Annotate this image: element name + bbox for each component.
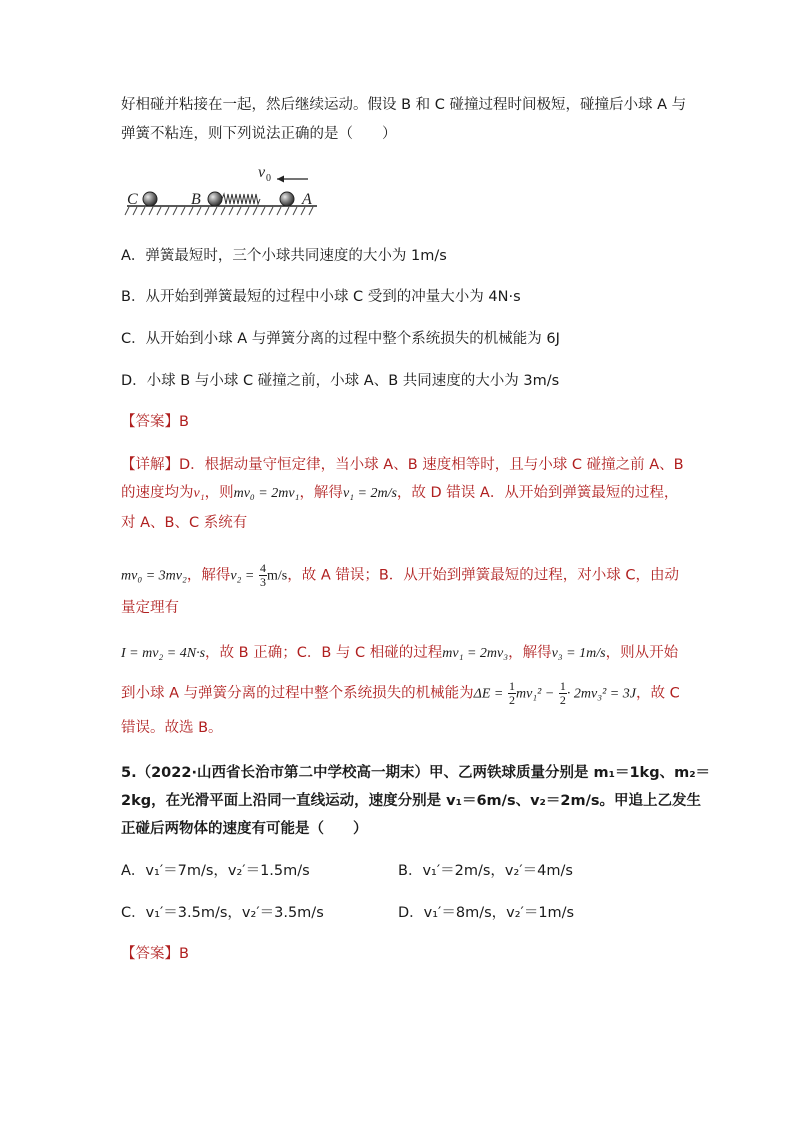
q5-line-2: 2kg，在光滑平面上沿同一直线运动，速度分别是 v₁＝6m/s、v₂＝2m/s。甲追上乙发生 xyxy=(121,793,702,809)
label-v0-sub: 0 xyxy=(266,173,271,184)
q5-option-b: B．v₁′＝2m/s，v₂′＝4m/s xyxy=(398,863,573,879)
detail-line-7: 到小球 A 与弹簧分离的过程中整个系统损失的机械能为ΔE = $\frac{1}{2}$ mv₁² − $\frac{1}{2}$ · 2mv₃² = 3J，故 C xyxy=(121,679,680,707)
spring xyxy=(222,194,260,204)
intro-line-1: 好相碰并粘接在一起，然后继续运动。假设 B 和 C 碰撞过程时间极短，碰撞后小球 A 与 xyxy=(121,97,687,113)
q5-line-3: 正碰后两物体的速度有可能是（ ） xyxy=(121,821,368,837)
q4-option-c: C．从开始到小球 A 与弹簧分离的过程中整个系统损失的机械能为 6J xyxy=(121,331,560,347)
label-a: A xyxy=(302,191,312,208)
q5-options-row-2 xyxy=(121,903,684,923)
collision-figure xyxy=(121,160,321,218)
q5-option-d: D．v₁′＝8m/s，v₂′＝1m/s xyxy=(398,905,575,921)
label-b: B xyxy=(191,191,201,208)
q4-answer: 【答案】B xyxy=(121,414,189,430)
label-v0: v xyxy=(258,164,266,181)
detail-line-8: 错误。故选 B。 xyxy=(121,720,223,736)
detail-line-4: mv₀ = 3mv₂，解得v₂ = $\frac{4}{3}$ m/s，故 A 错误；B．从开始到弹簧最短的过程，对小球 C，由动 xyxy=(121,561,680,589)
detail-line-3: 对 A、B、C 系统有 xyxy=(121,515,248,531)
q4-option-a: A．弹簧最短时，三个小球共同速度的大小为 1m/s xyxy=(121,248,447,264)
detail-line-6: I = mv₂ = 4N·s，故 B 正确；C．B 与 C 相碰的过程mv₁ = 2mv₃，解得v₃ = 1m/s，则从开始 xyxy=(121,645,679,661)
intro-line-2: 弹簧不粘连，则下列说法正确的是（ ） xyxy=(121,126,397,142)
velocity-arrowhead xyxy=(277,176,284,183)
q5-option-a: A．v₁′＝7m/s，v₂′＝1.5m/s xyxy=(121,863,310,879)
detail-line-5: 量定理有 xyxy=(121,600,179,616)
ball-a xyxy=(280,192,294,206)
q5-options-row-1 xyxy=(121,861,684,881)
q5-line-1: 5.（2022·山西省长治市第二中学校高一期末）甲、乙两铁球质量分别是 m₁＝1kg、m₂＝ xyxy=(121,765,711,781)
detail-line-1: 【详解】D．根据动量守恒定律，当小球 A、B 速度相等时，且与小球 C 碰撞之前 A、B xyxy=(121,457,684,473)
q5-answer: 【答案】B xyxy=(121,946,189,962)
detail-line-2: 的速度均为v₁，则mv₀ = 2mv₁，解得v₁ = 2m/s，故 D 错误 A．从开始到弹簧最短的过程， xyxy=(121,485,679,501)
label-c: C xyxy=(127,191,138,208)
ball-b xyxy=(208,192,222,206)
ball-c xyxy=(143,192,157,206)
q4-option-d: D．小球 B 与小球 C 碰撞之前，小球 A、B 共同速度的大小为 3m/s xyxy=(121,373,560,389)
q4-option-b: B．从开始到弹簧最短的过程中小球 C 受到的冲量大小为 4N·s xyxy=(121,289,521,305)
q5-option-c: C．v₁′＝3.5m/s，v₂′＝3.5m/s xyxy=(121,905,324,921)
